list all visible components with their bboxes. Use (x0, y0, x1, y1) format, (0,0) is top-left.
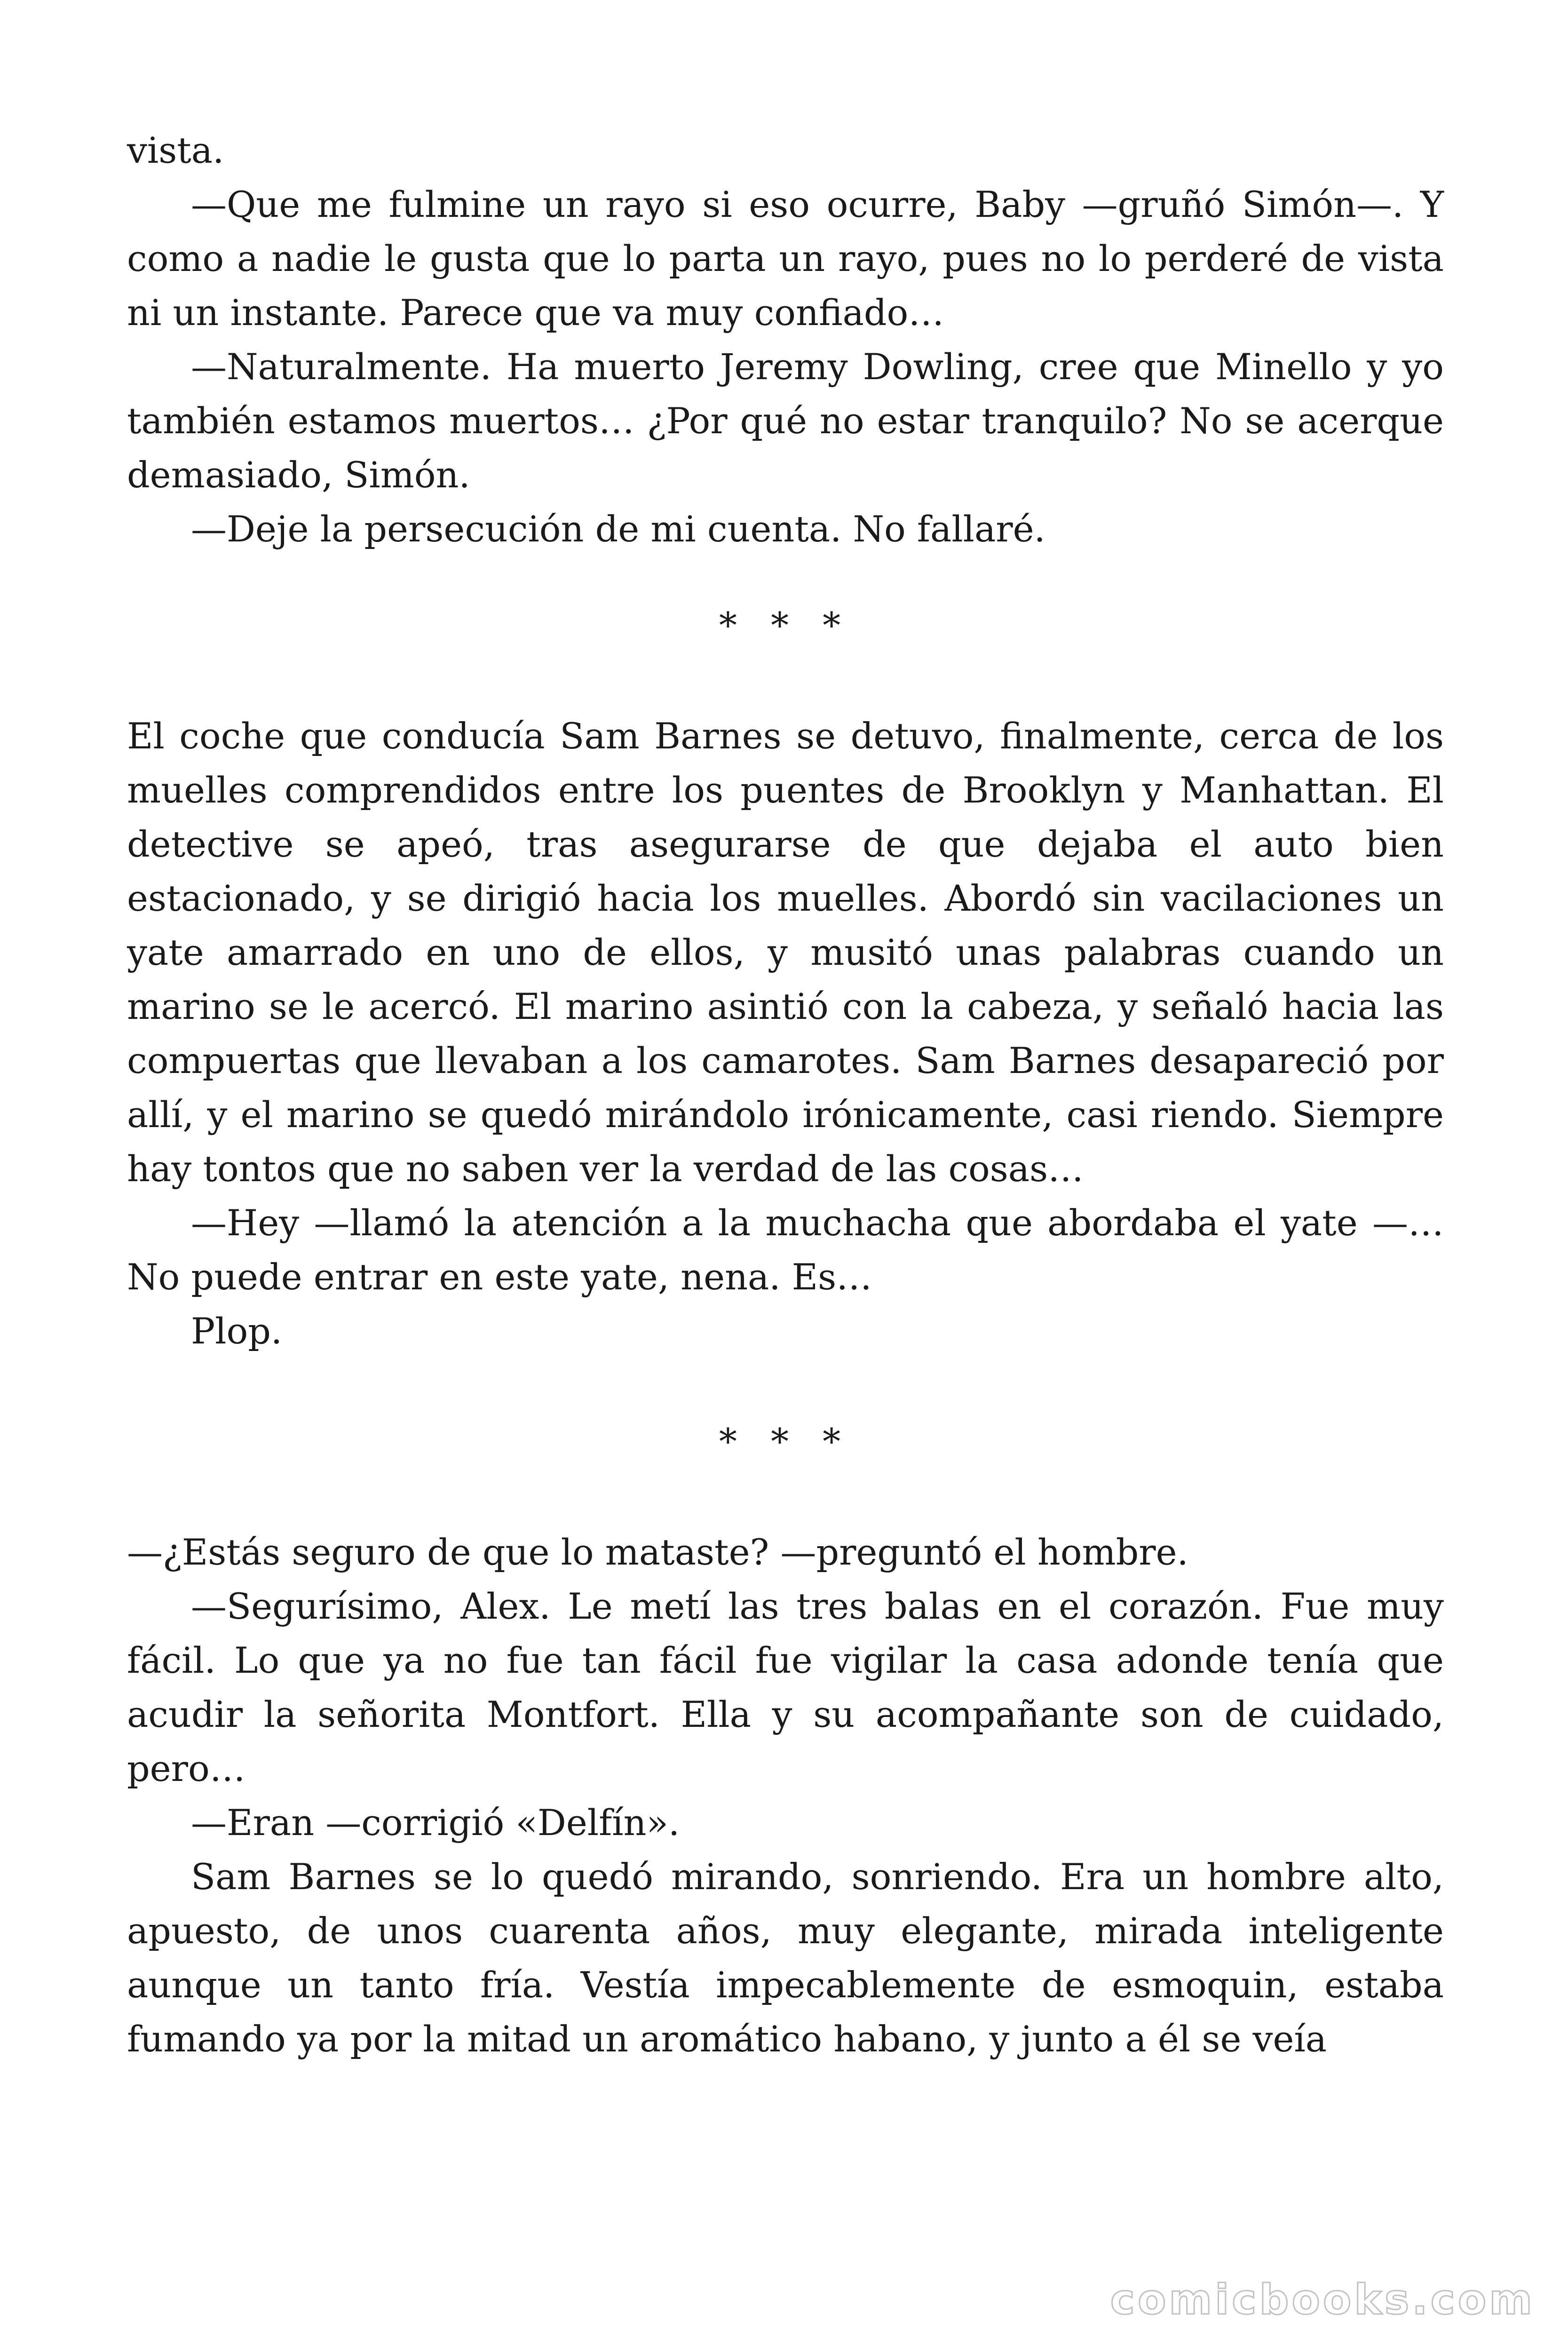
paragraph: —Hey —llamó la atención a la muchacha que abordaba el yate —… No puede entrar en este yate, nena. Es… (127, 1202, 1444, 1298)
paragraph: El coche que conducía Sam Barnes se detuvo, finalmente, cerca de los muelles comprendidos entre los puentes de Brooklyn y Manhattan. El detective se apeó, tras asegurarse de que dejaba el auto bien estacionado, y se dirigió hacia los muelles. Abordó sin vacilaciones un yate amarrado en uno de ellos, y musitó unas palabras cuando un marino se le acercó. El marino asintió con la cabeza, y señaló hacia las compuertas que llevaban a los camarotes. Sam Barnes desapareció por allí, y el marino se quedó mirándolo irónicamente, casi riendo. Siempre hay tontos que no saben ver la verdad de las cosas… (127, 715, 1444, 1190)
section-separator: * * * (719, 1421, 852, 1462)
paragraph: —Que me fulmine un rayo si eso ocurre, Baby —gruñó Simón—. Y como a nadie le gusta que lo parta un rayo, pues no lo perderé de vista ni un instante. Parece que va muy confiado… (127, 183, 1444, 334)
paragraph: Sam Barnes se lo quedó mirando, sonriendo. Era un hombre alto, apuesto, de unos cuarenta años, muy elegante, mirada inteligente aunque un tanto fría. Vestía impecablemente de esmoquin, estaba fumando ya por la mitad un aromático habano, y junto a él se veía (127, 1856, 1444, 2060)
watermark: comicbooks.com (1110, 2275, 1535, 2324)
paragraph: —Deje la persecución de mi cuenta. No fallaré. (191, 508, 1045, 550)
paragraph: —Segurísimo, Alex. Le metí las tres balas en el corazón. Fue muy fácil. Lo que ya no fue tan fácil fue vigilar la casa adonde tenía que acudir la señorita Montfort. Ella y su acompañante son de cuidado, pero… (127, 1585, 1444, 1789)
paragraph: —Eran —corrigió «Delfín». (191, 1802, 680, 1843)
book-page-text (127, 123, 1444, 2066)
section-separator: * * * (719, 604, 852, 646)
paragraph: —Naturalmente. Ha muerto Jeremy Dowling, cree que Minello y yo también estamos muertos… ¿Por qué no estar tranquilo? No se acerque demasiado, Simón. (127, 346, 1444, 496)
paragraph: Plop. (191, 1310, 283, 1352)
paragraph: —¿Estás seguro de que lo mataste? —preguntó el hombre. (127, 1531, 1188, 1573)
paragraph: vista. (127, 129, 224, 171)
